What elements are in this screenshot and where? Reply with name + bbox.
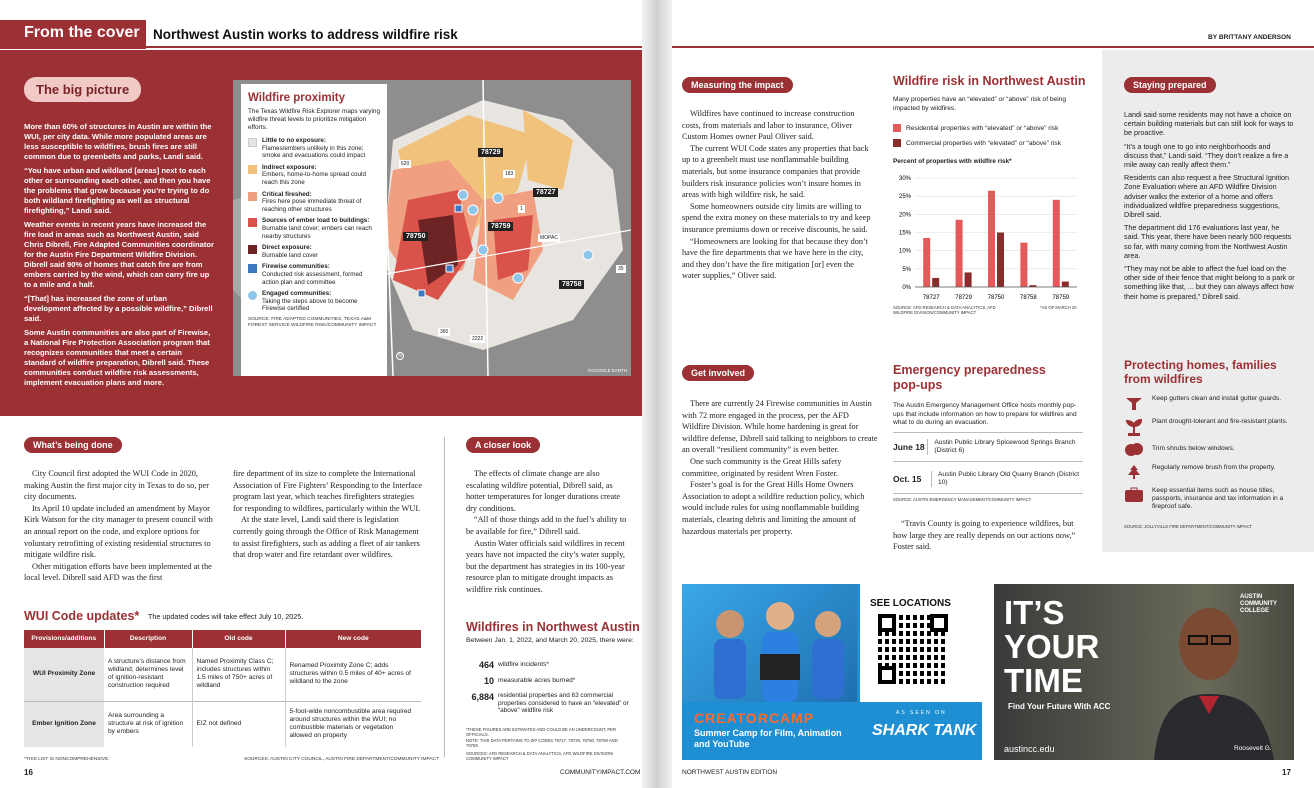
road-label: 183 [505, 171, 514, 177]
legend-swatch [893, 139, 901, 147]
bp-para: “You have urban and wildland [areas] next to each other or surrounding each other, and then you have the problems that grow because you’re trying to do both wildland firefighting as well as structural firefighting,” Landi said. [24, 166, 211, 215]
legend-list [248, 137, 380, 313]
road-label: 620 [401, 161, 410, 167]
bp-para: “[That] has increased the zone of urban development affected by a possible wildfire,” Dibrell said. [24, 294, 213, 323]
bp-para: Some Austin communities are also part of Firewise, a National Fire Protection Association program that recognizes communities that meet a certain standard of wildfire preparation, Dibrell said. These communities conduct wildfire risk assessments, implement evacuation plans and more. [24, 328, 211, 387]
chart-panel-title: Wildfire risk in Northwest Austin [893, 74, 1086, 88]
road-label: MOPAC [540, 235, 558, 241]
list-item [1124, 487, 1299, 511]
list-item [1124, 418, 1299, 434]
event-row [893, 432, 1083, 462]
safe-icon [1124, 487, 1146, 503]
measuring-text [682, 108, 872, 282]
i-para: There are currently 24 Firewise communities in Austin with 72 more engaged in the process, per the AFD Wildfire Division. While home hardening is great for wildfire defense, Dibrell said talking to neighbors to create an overall “resilient community” is even better. [682, 399, 878, 455]
bar-commercial [965, 272, 972, 287]
wui-table [24, 630, 421, 747]
x-tick-label: 78727 [922, 295, 940, 301]
wildfires-stats [466, 660, 636, 715]
wui-cell: A structure’s distance from wildland; determines level of ignition-resistant construction required [108, 658, 186, 690]
s-para: Landi said some residents may not have a choice on certain building materials but can still look for ways to be proactive. [1124, 110, 1294, 138]
wildfires-note1: *THESE FIGURES ARE ESTIMATES AND COULD BE AN UNDERCOUNT, PER OFFICIALS. [466, 727, 617, 737]
bar-residential [1053, 200, 1060, 287]
involved-text [682, 398, 878, 537]
closer-look-pill: A closer look [466, 437, 540, 453]
acc-logo-line: AUSTIN [1240, 594, 1263, 600]
chart-panel-intro: Many properties have an “elevated” or “above” risk of being impacted by wildfires. [893, 96, 1066, 112]
wildfires-intro: Between Jan. 1, 2022, and March 20, 2025, there were: [466, 637, 634, 644]
legend-swatch [248, 138, 257, 147]
popups-intro: The Austin Emergency Management Office hosts monthly pop-ups that include information on how to prepare for wildfires and what to do during an evacuation. [893, 402, 1077, 426]
legend-swatch [248, 291, 257, 300]
ad-seen-on: AS SEEN ON [896, 710, 947, 716]
bar-residential [923, 238, 930, 287]
ad-brand: CREATORCAMP [694, 710, 815, 726]
wui-cell: EIZ not defined [192, 701, 285, 747]
map-legend [241, 84, 387, 376]
y-tick-label: 30% [898, 176, 911, 182]
road-label: 1 [520, 206, 523, 212]
bar-residential [988, 191, 995, 287]
wd-para: Its April 10 update included an amendment by Mayor Kirk Watson for the city manager to present council with an annual report on the code, and explore options for voluntary retrofitting of existing residential structures to mitigate wildfire risk. [24, 503, 213, 560]
wui-th: Description [104, 630, 192, 648]
list-item-label: Regularly remove brush from the property. [1152, 464, 1276, 471]
stat-label: residential properties and 63 commercial properties considered to have an “elevated” or “above” wildfire risk [498, 692, 629, 714]
wui-cell: Named Proximity Class C; includes structures within 1.5 miles of 750+ acres of wildland [192, 648, 285, 701]
zip-label-78729: 78729 [478, 148, 503, 157]
page-number-left: 16 [24, 768, 33, 777]
legend-item [248, 244, 380, 259]
wd-para: At the state level, Landi said there is legislation currently going through the Office of Risk Management to assist firefighters, such as adding a fleet of air tankers that drop water and fire retardant over wildfires. [233, 515, 420, 560]
staying-text [1124, 110, 1296, 301]
wui-cell: 5-foot-wide noncombustible area required around structures within the WUI; no combustible materials or vegetation allowed on property [285, 701, 421, 747]
list-item [1124, 464, 1299, 480]
list-item-label: Keep gutters clean and install gutter guards. [1152, 395, 1282, 402]
event-date: Oct. 15 [893, 473, 922, 484]
legend-name: Direct exposure: [262, 244, 312, 252]
wui-note: *THIS LIST IS NONCOMPREHENSIVE. [24, 757, 110, 762]
road-label: 360 [440, 329, 449, 335]
stat-number: 464 [478, 660, 494, 670]
whats-done-col1 [24, 468, 214, 584]
header-rule-right [672, 46, 1314, 48]
see-locations: SEE LOCATIONS [870, 598, 951, 609]
s-para: The department did 176 evaluations last year, he said. This year, there have been nearly 500 requests so far, with many coming from the Northwest Austin area. [1124, 223, 1292, 260]
stat-row [466, 660, 636, 670]
event-desc: Austin Public Library Spicewood Springs Branch (District 6) [927, 439, 1083, 455]
chart-title: Percent of properties with wildfire risk* [893, 158, 1012, 165]
ad-tagline: Summer Camp for Film, Animation and YouTube [694, 728, 842, 749]
legend-item [248, 137, 380, 160]
m-para: Wildfires have continued to increase construction costs, from materials and labor to insurance, Oliver Custom Homes owner Paul Oliver said. [682, 109, 855, 142]
m-para: “Homeowners are looking for that because they don’t have the fire departments that we have here in the city, and they don’t have the fire mitigation [or] even the water supplies,” Oliver said. [682, 236, 868, 281]
legend-name: Indirect exposure: [262, 163, 317, 171]
list-item [1124, 441, 1299, 457]
stat-row [466, 692, 636, 715]
acc-logo-line: COLLEGE [1240, 608, 1270, 614]
chart-source: SOURCE: AFD RESEARCH & DATA ANALYTICS, AFD WILDFIRE DIVISION/COMMUNITY IMPACT [893, 305, 996, 315]
ad-url[interactable]: austincc.edu [1004, 744, 1055, 754]
legend-name: Little to no exposure: [262, 137, 327, 144]
zip-label-78727: 78727 [533, 188, 558, 197]
legend-item [248, 164, 380, 187]
wui-cell: WUI Proximity Zone [24, 648, 104, 701]
stat-row [466, 676, 636, 686]
stat-label: wildfire incidents* [498, 661, 549, 668]
wildfires-source: SOURCES: AFD RESEARCH & DATA ANALYTICS, AFD WILDFIRE DIVISION/ COMMUNITY IMPACT [466, 751, 614, 761]
map-title: Wildfire proximity [248, 92, 346, 104]
wui-cell: Area surrounding a structure at risk of ignition by embers [108, 712, 184, 736]
s-para: Residents can also request a free Structural Ignition Zone Evaluation where an AFD Wildfire Division adviser walks the exterior of a home and offers individualized wildfire preparedness suggestions, Dibrell said. [1124, 173, 1290, 220]
m-para: The current WUI Code states any properties that back up to a greenbelt must use nonflammable building materials, but some insurance companies that provide builders risk insurance policies won’t insure homes in areas with high wildfire risk, he said. [682, 143, 869, 200]
road-label: 35 [618, 266, 624, 272]
legend-item [248, 217, 380, 240]
closer-look-text [466, 468, 632, 596]
legend-desc: Conducted risk assessment, formed action plan and committee [262, 270, 363, 286]
zip-label-78758: 78758 [559, 280, 584, 289]
stat-number: 10 [483, 676, 494, 686]
header-rule [146, 46, 642, 48]
road-label: 2222 [472, 336, 484, 342]
cl-para: Austin Water officials said wildfires in recent years have not impacted the city’s water supply, but the department has strategies in its 100-year resource plan to mitigate drought impacts as wildfire risk continues. [466, 538, 625, 594]
bp-para: Weather events in recent years have increased the fire load in areas such as Northwest Austin, said Chris Dibrell, Fire Adapted Communities coordinator for the Austin Fire Department Wildfire Division. Dibrell said 90% of homes that catch fire are from embers carried by the wind, which can carry fire up to a mile and a half. [24, 220, 215, 289]
staying-pill: Staying prepared [1124, 77, 1216, 93]
zip-label-78750: 78750 [403, 232, 428, 241]
legend-residential [893, 124, 1058, 132]
footer-site[interactable]: COMMUNITYIMPACT.COM [560, 769, 641, 776]
wd-para: Other mitigation efforts have been implemented at the local level. Dibrell said AFD was the first [24, 561, 212, 583]
kids-photo-graphic [700, 594, 850, 702]
page-gutter [642, 0, 672, 788]
acc-logo [1240, 594, 1277, 615]
popups-title: Emergency preparedness pop-ups [893, 363, 1046, 392]
legend-label: Residential properties with “elevated” or “above” risk [906, 124, 1059, 132]
legend-name: Engaged communities: [262, 290, 332, 298]
legend-desc: Flames/embers unlikely in this zone; smoke and evacuations could impact [262, 144, 366, 160]
wui-header-row [24, 630, 421, 648]
popups-source: SOURCE: AUSTIN EMERGENCY MANAGEMENT/COMMUNITY IMPACT [893, 497, 1032, 502]
legend-swatch [248, 192, 257, 201]
north-arrow-icon: N [396, 352, 404, 360]
legend-swatch [248, 218, 257, 227]
bar-residential [1020, 243, 1027, 287]
legend-name: Critical fireshed: [262, 190, 312, 198]
y-tick-label: 10% [898, 248, 911, 255]
x-tick-label: 78750 [987, 295, 1005, 301]
i-para: Foster’s goal is for the Great Hills Home Owners Association to adopt a wildfire reduction policy, which would include rules for using nonflammable building materials, clearing debris and limiting the amount of hazardous materials per property. [682, 480, 865, 536]
legend-name: Sources of ember load to buildings: [262, 217, 370, 225]
legend-item [248, 263, 380, 286]
list-item [1124, 395, 1299, 411]
bar-commercial [997, 233, 1004, 288]
right-page [672, 0, 1314, 788]
map-copyright: ©GOOGLE EARTH [587, 368, 627, 373]
wui-th: Old code [192, 630, 285, 648]
table-row [24, 648, 421, 701]
wui-th: Provisions/additions [24, 630, 104, 648]
y-tick-label: 0% [902, 285, 911, 291]
i-para: One such community is the Great Hills safety committee, originated by resident Wren Foster. [682, 456, 842, 478]
legend-desc: Fires here pose immediate threat of reaching other structures [262, 198, 362, 213]
cl-para: The effects of climate change are also escalating wildfire potential, Dibrell said, as hotter temperatures for longer durations create dry conditions. [466, 469, 621, 513]
creator-camp-ad[interactable] [682, 584, 982, 760]
event-row [893, 464, 1083, 494]
y-tick-label: 20% [898, 212, 911, 219]
y-tick-label: 5% [902, 266, 911, 273]
footer-edition: NORTHWEST AUSTIN EDITION [682, 769, 778, 776]
wui-subtitle: The updated codes will take effect July 10, 2025. [148, 612, 304, 621]
wui-cell: Ember Ignition Zone [24, 701, 104, 747]
left-page [0, 0, 642, 788]
wui-cell: Renamed Proximity Zone C; adds structures within 0.5 miles of 40+ acres of wildland to the zone [285, 648, 421, 701]
brush-icon [1124, 464, 1146, 480]
whats-done-pill: What’s being done [24, 437, 122, 453]
wildfires-title: Wildfires in Northwest Austin [466, 620, 640, 634]
cl-para: “All of those things add to the fuel’s ability to be available for fire,” Dibrell said. [466, 515, 627, 536]
qr-code-icon[interactable] [878, 614, 948, 684]
ad-headline-2: YOUR [1004, 628, 1100, 665]
legend-item [248, 290, 380, 313]
column-divider [444, 437, 445, 757]
zip-label-78759: 78759 [488, 222, 513, 231]
legend-desc: Taking the steps above to become Firewise certified [262, 297, 358, 313]
involved-pill: Get involved [682, 365, 754, 381]
ad-person-name: Roosevelt G. [1234, 745, 1272, 752]
list-item-label: Keep essential items such as house titles, passports, insurance and tax information in a fireproof safe. [1152, 487, 1284, 510]
bar-residential [956, 220, 963, 287]
x-tick-label: 78729 [955, 295, 972, 301]
legend-swatch [893, 124, 901, 132]
legend-desc: Burnable land cover [262, 251, 319, 259]
ad-headline-1: IT’S [1004, 594, 1065, 631]
shrub-icon [1124, 441, 1146, 457]
legend-swatch [248, 165, 257, 174]
whats-done-col2 [233, 468, 425, 561]
protecting-list [1124, 395, 1299, 511]
wildfire-map [233, 80, 631, 376]
table-row [24, 701, 421, 747]
chart-asof: *AS OF MARCH 20 [1040, 305, 1077, 310]
protecting-title: Protecting homes, families from wildfires [1124, 358, 1277, 386]
wd-para: City Council first adopted the WUI Code in 2020, making Austin the first major city in Texas to do so, per city documents. [24, 469, 209, 502]
bar-commercial [1062, 282, 1069, 287]
legend-desc: Burnable land cover; embers can reach nearby structures [262, 224, 372, 240]
legend-name: Firewise communities: [262, 263, 330, 271]
bp-para: More than 60% of structures in Austin are within the WUI, per city data. While more populated areas are less susceptible to wildfires, brush fires are still common due to greenbelts and parks, Landi said. [24, 122, 212, 161]
stat-label: measurable acres burned* [498, 677, 576, 684]
big-picture-pill: The big picture [24, 77, 141, 102]
y-tick-label: 15% [898, 230, 911, 237]
x-tick-label: 78758 [1020, 295, 1037, 301]
measuring-pill: Measuring the impact [682, 77, 793, 93]
legend-label: Commercial properties with “elevated” or “above” risk [906, 139, 1062, 147]
wui-th: New code [337, 635, 369, 642]
wildfires-note2: NOTE: THIS DATA PERTAINS TO ZIP CODES 78727, 78729, 78750, 78758 AND 78759. [466, 738, 618, 748]
legend-desc: Embers, home-to-home spread could reach this zone [262, 171, 366, 186]
byline: BY BRITTANY ANDERSON [1208, 34, 1291, 41]
list-item-label: Plant drought-tolerant and fire-resistant plants. [1152, 418, 1288, 425]
s-para: “It’s a tough one to go into neighborhoods and discuss that,” Landi said. “They don’t realize a fire a mile away can really affect them.” [1124, 141, 1289, 170]
bar-commercial [932, 278, 939, 287]
legend-item [248, 191, 380, 214]
legend-swatch [248, 264, 257, 273]
ad-shark-tank: SHARK TANK [872, 722, 977, 739]
protecting-source: SOURCE: JOLLYVILLE FIRE DEPARTMENT/COMMUNITY IMPACT [1124, 524, 1253, 529]
s-para: “They may not be able to affect the fuel load on the other side of their fence that might belong to a park or something like that, ... but they can always affect how their home is prepared,” Dibrell said. [1124, 264, 1295, 301]
legend-commercial [893, 139, 1061, 147]
wui-source: SOURCES: AUSTIN CITY COUNCIL, AUSTIN FIRE DEPARTMENT/COMMUNITY IMPACT [244, 757, 439, 762]
event-date: June 18 [893, 442, 925, 452]
list-item-label: Trim shrubs below windows. [1152, 445, 1235, 452]
y-tick-label: 25% [898, 194, 911, 201]
legend-swatch [248, 245, 257, 254]
gutter-icon [1124, 395, 1146, 411]
acc-logo-line: COMMUNITY [1240, 601, 1277, 607]
ad-headline-3: TIME [1004, 662, 1083, 699]
plant-icon [1124, 418, 1146, 434]
wd-para: fire department of its size to complete the International Association of Fire Fighters’ Responding to the Interface program last year, which teaches firefighters strategies for responding to wildfires, particularly within the WUI. [233, 469, 423, 513]
risk-bar-chart [885, 170, 1085, 305]
map-intro: The Texas Wildfire Risk Explorer maps varying wildfire threat levels to prioritize mitigation efforts. [248, 108, 380, 131]
acc-ad[interactable] [994, 584, 1294, 760]
big-picture-text [24, 122, 214, 388]
wui-title: WUI Code updates* [24, 609, 140, 623]
x-tick-label: 78759 [1052, 295, 1070, 301]
event-desc: Austin Public Library Old Quarry Branch (District 10) [931, 471, 1083, 487]
popups-quote: “Travis County is going to experience wildfires, but how large they are really depends on our actions now,” Foster said. [893, 519, 1076, 552]
m-para: Some homeowners outside city limits are willing to spend the extra money on these materials to try and keep insurance premiums down or receive discounts, he said. [682, 201, 871, 234]
headline: Northwest Austin works to address wildfire risk [153, 27, 458, 42]
stat-number: 6,884 [471, 692, 494, 702]
ad-subline: Find Your Future With ACC [1008, 702, 1111, 711]
map-source: SOURCE: FIRE ADAPTED COMMUNITIES, TEXAS A&M FOREST SERVICE WILDFIRE RISK/COMMUNITY IMPACT [248, 316, 377, 328]
section-label: From the cover [24, 24, 140, 41]
page-number-right: 17 [1282, 768, 1291, 777]
